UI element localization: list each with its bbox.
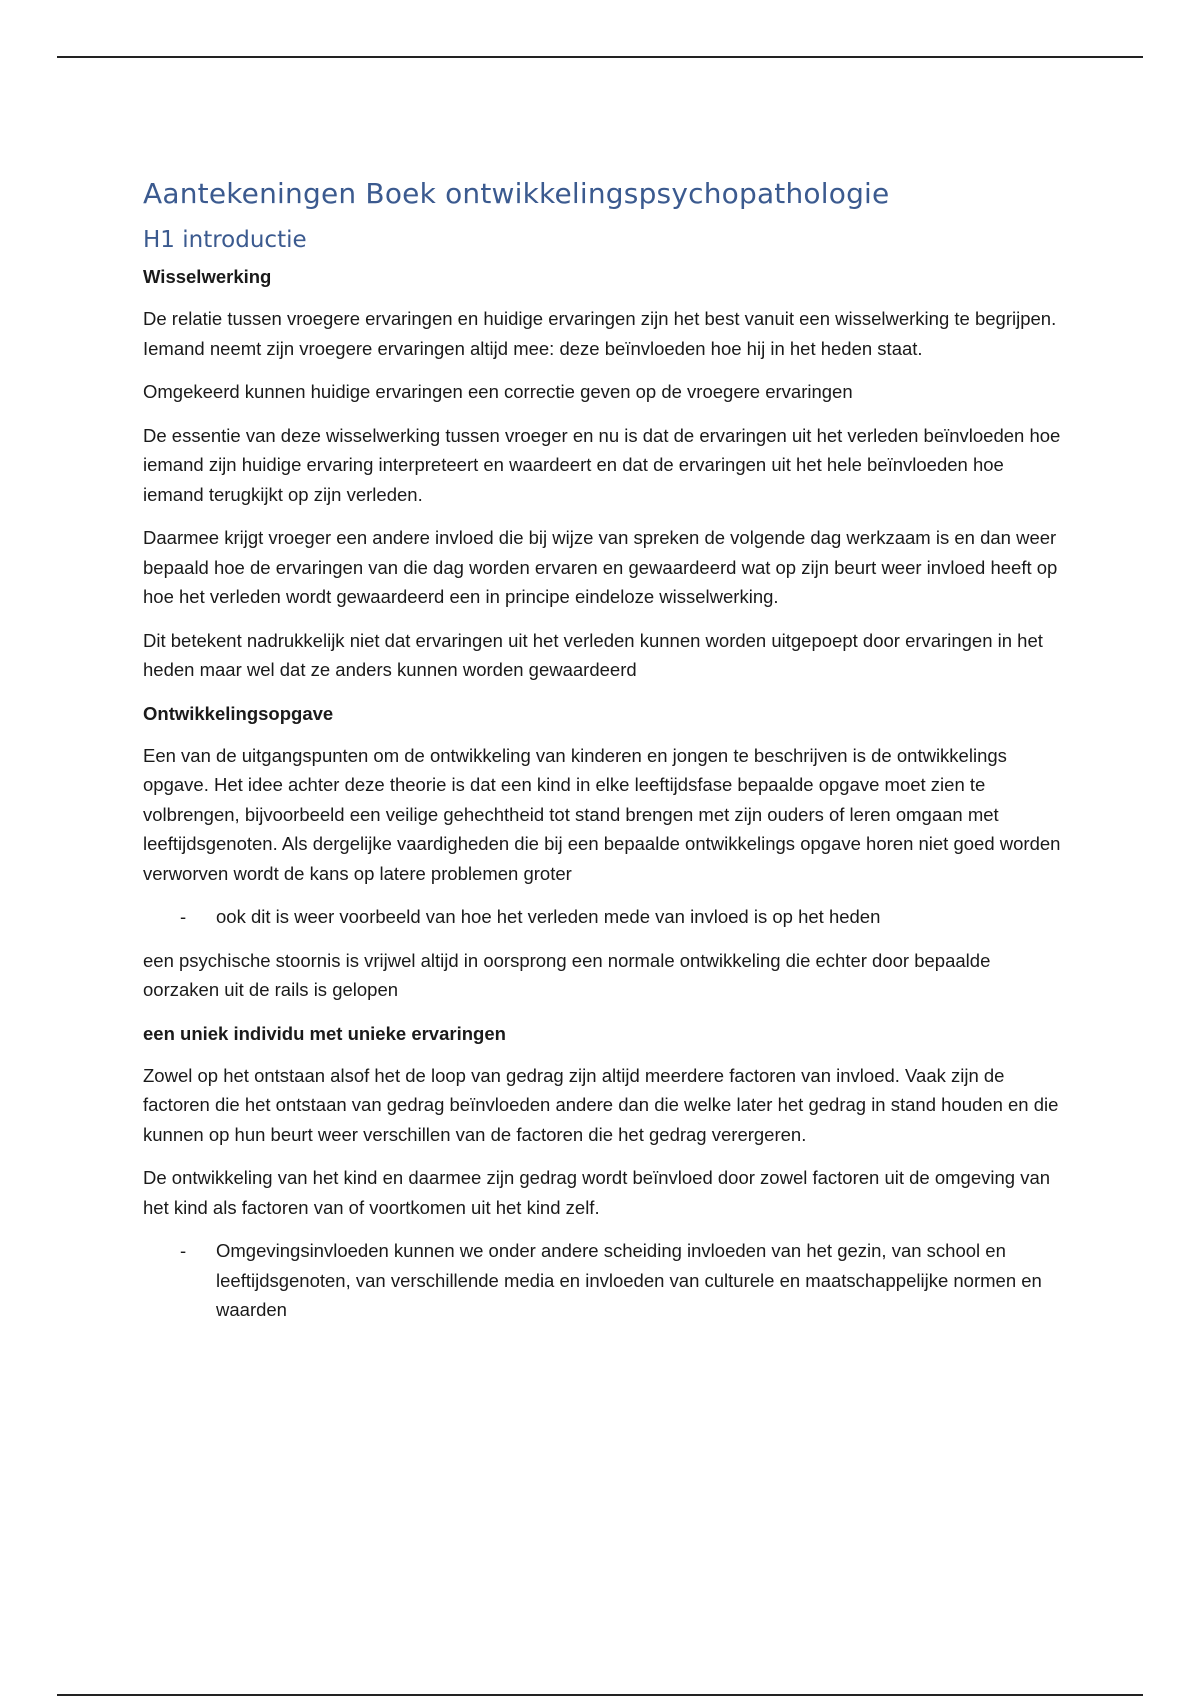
- paragraph: De relatie tussen vroegere ervaringen en huidige ervaringen zijn het best vanuit een wisselwerking te begrijpen. Iemand neemt zijn vroegere ervaringen altijd mee: deze beïnvloeden hoe hij in het heden staat.: [143, 308, 1057, 359]
- paragraph: een psychische stoornis is vrijwel altijd in oorsprong een normale ontwikkeling die echter door bepaalde oorzaken uit de rails is gelopen: [143, 949, 991, 1000]
- bottom-divider: [57, 1694, 1143, 1696]
- document-body: [143, 174, 1063, 1339]
- paragraph: Omgekeerd kunnen huidige ervaringen een correctie geven op de vroegere ervaringen: [143, 381, 853, 402]
- paragraph: Dit betekent nadrukkelijk niet dat ervaringen uit het verleden kunnen worden uitgepoept door ervaringen in het heden maar wel dat ze anders kunnen worden gewaardeerd: [143, 629, 1043, 680]
- bullet-text: ook dit is weer voorbeeld van hoe het verleden mede van invloed is op het heden: [216, 906, 881, 927]
- paragraph: De ontwikkeling van het kind en daarmee zijn gedrag wordt beïnvloed door zowel factoren uit de omgeving van het kind als factoren van of voortkomen uit het kind zelf.: [143, 1167, 1051, 1218]
- bullet-text: Omgevingsinvloeden kunnen we onder andere scheiding invloeden van het gezin, van school en leeftijdsgenoten, van verschillende media en invloeden van culturele en maatschappelijke normen en waarden: [216, 1240, 1042, 1320]
- bullet-item: [143, 902, 1063, 932]
- paragraph: De essentie van deze wisselwerking tussen vroeger en nu is dat de ervaringen uit het verleden beïnvloeden hoe iemand zijn huidige ervaring interpreteert en waardeert en dat de ervaringen uit het hele beïnvloeden hoe iemand terugkijkt op zijn verleden.: [143, 424, 1061, 505]
- section-title: H1 introductie: [143, 227, 307, 253]
- subheading-uniek-individu: een uniek individu met unieke ervaringen: [143, 1022, 506, 1044]
- top-divider: [57, 56, 1143, 58]
- paragraph: Zowel op het ontstaan alsof het de loop van gedrag zijn altijd meerdere factoren van invloed. Vaak zijn de factoren die het ontstaan van gedrag beïnvloeden andere dan die welke later het gedrag in stand houden en die kunnen op hun beurt weer verschillen van de factoren die het gedrag verergeren.: [143, 1064, 1059, 1145]
- bullet-dash-icon: -: [180, 1240, 187, 1261]
- subheading-wisselwerking: Wisselwerking: [143, 266, 272, 287]
- bullet-dash-icon: -: [180, 906, 187, 927]
- paragraph: Een van de uitgangspunten om de ontwikkeling van kinderen en jongen te beschrijven is de ontwikkelings opgave. Het idee achter deze theorie is dat een kind in elke leeftijdsfase bepaalde opgave moet zien te volbrengen, bijvoorbeeld een veilige gehechtheid tot stand brengen met zijn ouders of leren omgaan met leeftijdsgenoten. Als dergelijke vaardigheden die bij een bepaalde ontwikkelings opgave horen niet goed worden verworven wordt de kans op latere problemen groter: [143, 744, 1061, 884]
- bullet-item: [143, 1236, 1063, 1325]
- paragraph: Daarmee krijgt vroeger een andere invloed die bij wijze van spreken de volgende dag werkzaam is en dan weer bepaald hoe de ervaringen van die dag worden ervaren en gewaardeerd wat op zijn beurt weer invloed heeft op hoe het verleden wordt gewaardeerd een in principe eindeloze wisselwerking.: [143, 527, 1058, 607]
- subheading-ontwikkelingsopgave: Ontwikkelingsopgave: [143, 702, 334, 724]
- document-title: Aantekeningen Boek ontwikkelingspsychopathologie: [143, 177, 890, 210]
